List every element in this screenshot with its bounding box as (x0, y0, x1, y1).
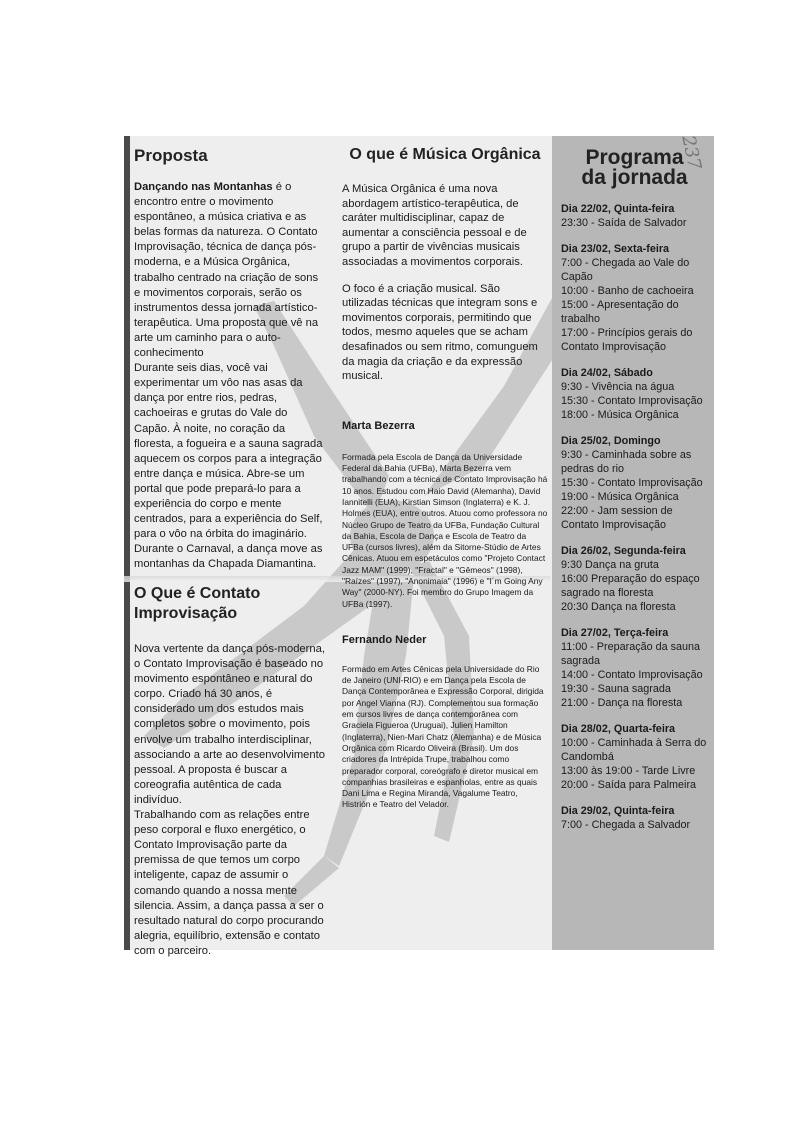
schedule-event: 18:00 - Música Orgânica (561, 409, 679, 421)
schedule-event: 7:00 - Chegada ao Vale do Capão (561, 257, 690, 283)
programa-inner (552, 133, 714, 832)
schedule-day-title: Dia 28/02, Quarta-feira (561, 723, 676, 735)
schedule-day-title: Dia 23/02, Sexta-feira (561, 243, 670, 255)
bio-text-marta: Formada pela Escola de Dança da Universidade Federal da Bahia (UFBa), Marta Bezerra vem trabalhando com a técnica de Contato Improvisação há 10 anos. Estudou com Haio David (Alemanha), David Iannitelli (EUA), Kirstian Simson (Inglaterra) e K. J. Holmes (EUA), entre outros. Atuou como professora no Núcleo Grupo de Teatro da UFBa, Fundação Cultural da Bahia, Escola de Dança e Escola de Teatro da UFBa (cursos livres), além da Sitorne-Stúdio de Artes Cênicas. Atuou em espetáculos como "Projeto Contact Jazz MAM" (1999), "Fractal" e "Gêmeos" (1998), "Raízes" (1997), "Anonimaia" (1996) e "I´m Going Any Way" (2000-NY). Foi membro do Grupo Imagem da UFBa (1997). (342, 451, 548, 609)
schedule-event: 23:30 - Saída de Salvador (561, 217, 687, 229)
schedule-event: 16:00 Preparação do espaço sagrado na floresta (561, 573, 700, 599)
schedule-day-title: Dia 27/02, Terça-feira (561, 627, 669, 639)
contato-paragraph-2: Trabalhando com as relações entre peso corporal e fluxo energético, o Contato Improvisação parte da premissa de que temos um corpo inteligente, capaz de assumir o comando quando a nossa mente silencia. Assim, a dança passa a ser o resultado natural do corpo procurando alegria, equilíbrio, extensão e contato com o parceiro. (134, 809, 324, 957)
proposta-paragraph-2: Durante seis dias, você vai experimentar um vôo nas asas da dança por entre rios, pedras, cachoeiras e grutas do Vale do Capão. À noite, no coração da floresta, a fogueira e a sauna sagrada aquecem os corpos para a integração entre dança e música. Abre-se um portal que pode prepará-lo para a experiência do corpo e mente centrados, para a experiência do Self, para o vôo na órbita do imaginário. Durante o Carnaval, a dança move as montanhas da Chapada Diamantina. (134, 362, 323, 571)
schedule-event: 10:00 - Banho de cachoeira (561, 285, 694, 297)
schedule-day (561, 544, 708, 614)
musica-heading: O que é Música Orgânica (349, 146, 541, 163)
schedule-event: 19:00 - Música Orgânica (561, 491, 679, 503)
schedule-day (561, 434, 708, 532)
proposta-heading: Proposta (134, 146, 208, 165)
schedule-event: 14:00 - Contato Improvisação (561, 669, 703, 681)
programa-column (552, 133, 714, 950)
handwritten-mark: 237 (676, 133, 705, 172)
musica-paragraph-2: O foco é a criação musical. São utilizadas técnicas que integram sons e movimentos corporais, permitindo que todos, mesmo aqueles que se acham desafinados ou sem ritmo, comunguem da magia da criação e da expressão musical. (342, 282, 538, 383)
schedule-event: 19:30 - Sauna sagrada (561, 683, 671, 695)
schedule-day (561, 202, 708, 230)
proposta-paragraph-1 (134, 180, 326, 361)
bio-name-marta: Marta Bezerra (342, 419, 415, 432)
schedule-day-title: Dia 26/02, Segunda-feira (561, 545, 686, 557)
schedule-day (561, 722, 708, 792)
schedule-event: 10:00 - Caminhada à Serra do Candombá (561, 737, 707, 763)
musica-column (342, 146, 548, 811)
schedule-event: 20:00 - Saída para Palmeira (561, 779, 697, 791)
schedule-day-title: Dia 29/02, Quinta-feira (561, 805, 675, 817)
schedule-event: 7:00 - Chegada a Salvador (561, 819, 691, 831)
programa-heading-line2: da jornada (581, 166, 688, 189)
bio-text-fernando: Formado em Artes Cênicas pela Universidade do Rio de Janeiro (UNI-RIO) e em Dança pela Escola de Dança Contemporânea e Expressão Corporal, dirigida por Angel Vianna (RJ). Complementou sua formação em cursos livres de dança contemporânea com Graciela Figueroa (Uruguai), Julien Hamilton (Inglaterra), Nien-Mari Chatz (Alemanha) e de Música Orgânica com Ricardo Oliveira (Brasil). Um dos criadores da Intrépida Trupe, trabalhou como preparador corporal, coreógrafo e diretor musical em companhias brasileiras e espanholas, entre as quais Dani Lima e Regina Miranda, Vagalume Teatro, Histrión e Teatro del Velador. (342, 663, 544, 810)
schedule-event: 13:00 às 19:00 - Tarde Livre (561, 765, 696, 777)
schedule-event: 9:30 - Vivência na água (561, 381, 675, 393)
proposta-body: é o encontro entre o movimento espontâneo, a música criativa e as belas formas da natureza. O Contato Improvisação, técnica de dança pós-moderna, e a Música Orgânica, trabalho centrado na criação de sons e movimentos corporais, serão os instrumentos dessa jornada artístico-terapêutica. Uma proposta que vê na arte um caminho para o auto-conhecimento (134, 181, 319, 360)
schedule-day-title: Dia 24/02, Sábado (561, 367, 653, 379)
programa-heading-line1: Programa (585, 146, 684, 169)
brochure-sheet (124, 133, 714, 957)
musica-paragraph-1: A Música Orgânica é uma nova abordagem artístico-terapêutica, de caráter multidisciplinar, capaz de aumentar a consciência pessoal e de grupo a partir de vivências musicais associadas a movimentos corporais. (342, 183, 527, 268)
proposta-column (134, 146, 326, 572)
schedule-list (561, 202, 708, 832)
schedule-day-title: Dia 25/02, Domingo (561, 435, 661, 447)
schedule-day (561, 366, 708, 422)
bio-name-fernando: Fernando Neder (342, 633, 427, 646)
schedule-event: 11:00 - Preparação da sauna sagrada (561, 641, 701, 667)
schedule-day (561, 804, 708, 832)
proposta-lead: Dançando nas Montanhas (134, 181, 273, 193)
schedule-event: 21:00 - Dança na floresta (561, 697, 683, 709)
schedule-event: 22:00 - Jam session de Contato Improvisação (561, 505, 673, 531)
schedule-event: 9:30 - Caminhada sobre as pedras do rio (561, 449, 692, 475)
contato-paragraph-1: Nova vertente da dança pós-moderna, o Contato Improvisação é baseado no movimento espontâneo e natural do corpo. Criado há 30 anos, é considerado um dos estudos mais completos sobre o movimento, pois envolve um trabalho interdisciplinar, associando a arte ao desenvolvimento pessoal. A proposta é buscar a coreografia autêntica de cada indivíduo. (134, 643, 325, 806)
schedule-event: 15:00 - Apresentação do trabalho (561, 299, 679, 325)
schedule-event: 17:00 - Princípios gerais do Contato Improvisação (561, 327, 693, 353)
schedule-event: 9:30 Dança na gruta (561, 559, 659, 571)
schedule-day (561, 626, 708, 710)
contato-column (134, 584, 326, 959)
contato-heading: O Que é Contato Improvisação (134, 585, 261, 622)
schedule-day-title: Dia 22/02, Quinta-feira (561, 203, 675, 215)
schedule-event: 15:30 - Contato Improvisação (561, 395, 703, 407)
schedule-event: 20:30 Dança na floresta (561, 601, 676, 613)
schedule-day (561, 242, 708, 354)
schedule-event: 15:30 - Contato Improvisação (561, 477, 703, 489)
